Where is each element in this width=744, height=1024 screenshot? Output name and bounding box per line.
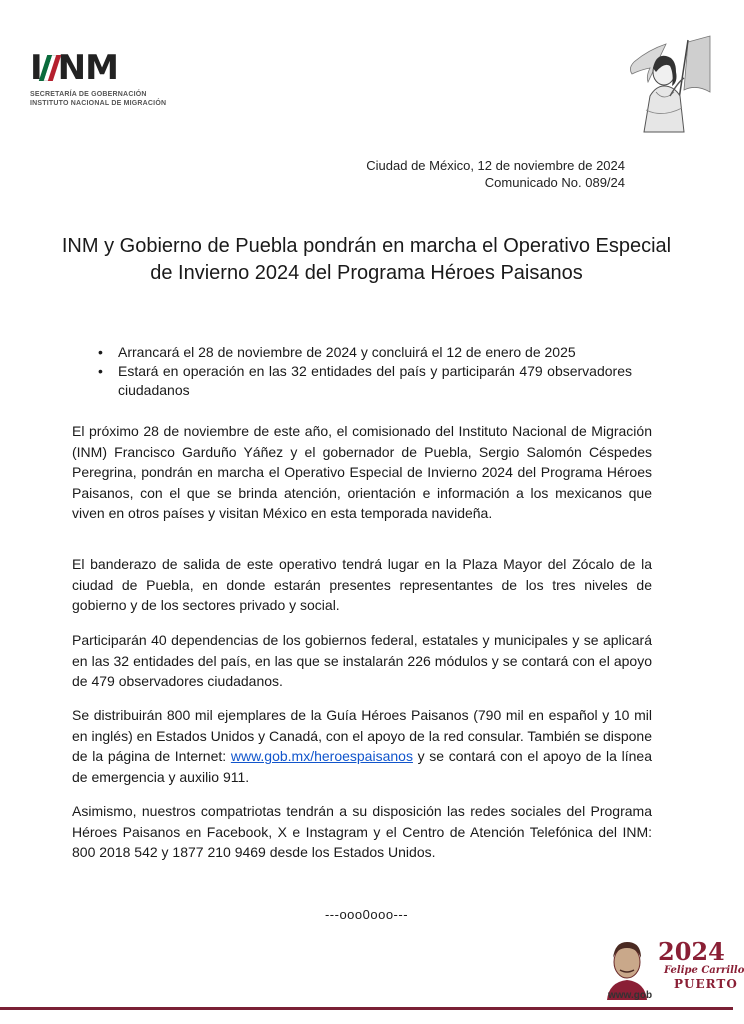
body-paragraph-5: Asimismo, nuestros compatriotas tendrán a su disposición las redes sociales del Programa Héroes Paisanos en Facebook, X e Instagram y el Centro de Atención Telefónica del INM: 800 2018 542 y 1877 210 9469 desde los Estados Unidos. (72, 803, 652, 860)
place-date: Ciudad de México, 12 de noviembre de 2024 (366, 158, 625, 173)
body-paragraph-3: Participarán 40 dependencias de los gobiernos federal, estatales y municipales y se aplicará en las 32 entidades del país, en las que se instalarán 226 módulos y se contará con el apoyo de 479 observadores ciudadanos. (72, 632, 652, 689)
logo-line-instituto: INSTITUTO NACIONAL DE MIGRACIÓN (30, 100, 167, 107)
logo-letter-n: N (57, 48, 86, 88)
inm-logo (30, 48, 167, 108)
paragraph-4-text-after: y se contará con el apoyo de la línea de emergencia y auxilio 911. (72, 748, 652, 785)
key-points-list (98, 343, 632, 400)
key-point-item: • Estará en operación en las 32 entidades del país y participarán 479 observadores ciudadanos (98, 362, 632, 400)
footer-place: PUERTO (674, 977, 738, 991)
dateline (366, 157, 625, 191)
footer-url: www.gob (608, 990, 653, 1001)
logo-subtitle (30, 90, 166, 108)
footer-name: Felipe Carrillo (664, 965, 744, 976)
paragraph-4-text-before: Se distribuirán 800 mil ejemplares de la Guía Héroes Paisanos (790 mil en español y 10 mil en inglés) en Estados Unidos y Canadá, con el apoyo de la red consular. También se dispone de la página de Internet: (72, 707, 652, 764)
logo-letter-m: M (85, 48, 118, 88)
release-number: Comunicado No. 089/24 (484, 175, 625, 190)
heroes-paisanos-link[interactable]: www.gob.mx/heroespaisanos (230, 748, 413, 764)
headline: INM y Gobierno de Puebla pondrán en marcha el Operativo Especial de Invierno 2024 del Programa Héroes Paisanos (61, 235, 672, 284)
body-paragraph-2: El banderazo de salida de este operativo tendrá lugar en la Plaza Mayor del Zócalo de la ciudad de Puebla, en donde estarán presentes representantes de los tres niveles de gobierno y de los sectores privado y social. (72, 556, 652, 613)
heroine-flag-illustration-icon (626, 32, 710, 136)
key-point-item: • Arrancará el 28 de noviembre de 2024 y concluirá el 12 de enero de 2025 (98, 343, 632, 362)
body-paragraph-4 (72, 705, 652, 787)
inm-logo-mark (30, 48, 166, 88)
footer-divider (0, 1007, 733, 1010)
closing-mark: ---ooo0ooo--- (324, 907, 409, 922)
footer-year: 2024 (658, 937, 725, 966)
logo-letter-i: I (30, 48, 42, 88)
felipe-carrillo-puerto-2024-logo (596, 936, 744, 1006)
logo-line-secretaria: SECRETARÍA DE GOBERNACIÓN (30, 91, 147, 98)
body-paragraph-1: El próximo 28 de noviembre de este año, el comisionado del Instituto Nacional de Migración (INM) Francisco Garduño Yáñez y el gobernador de Puebla, Sergio Salomón Céspedes Peregrina, pondrán en marcha el Operativo Especial de Invierno 2024 del Programa Héroes Paisanos, con el que se brinda atención, orientación e información a los mexicanos que viven en otros países y visitan México en esta temporada navideña. (72, 423, 652, 521)
